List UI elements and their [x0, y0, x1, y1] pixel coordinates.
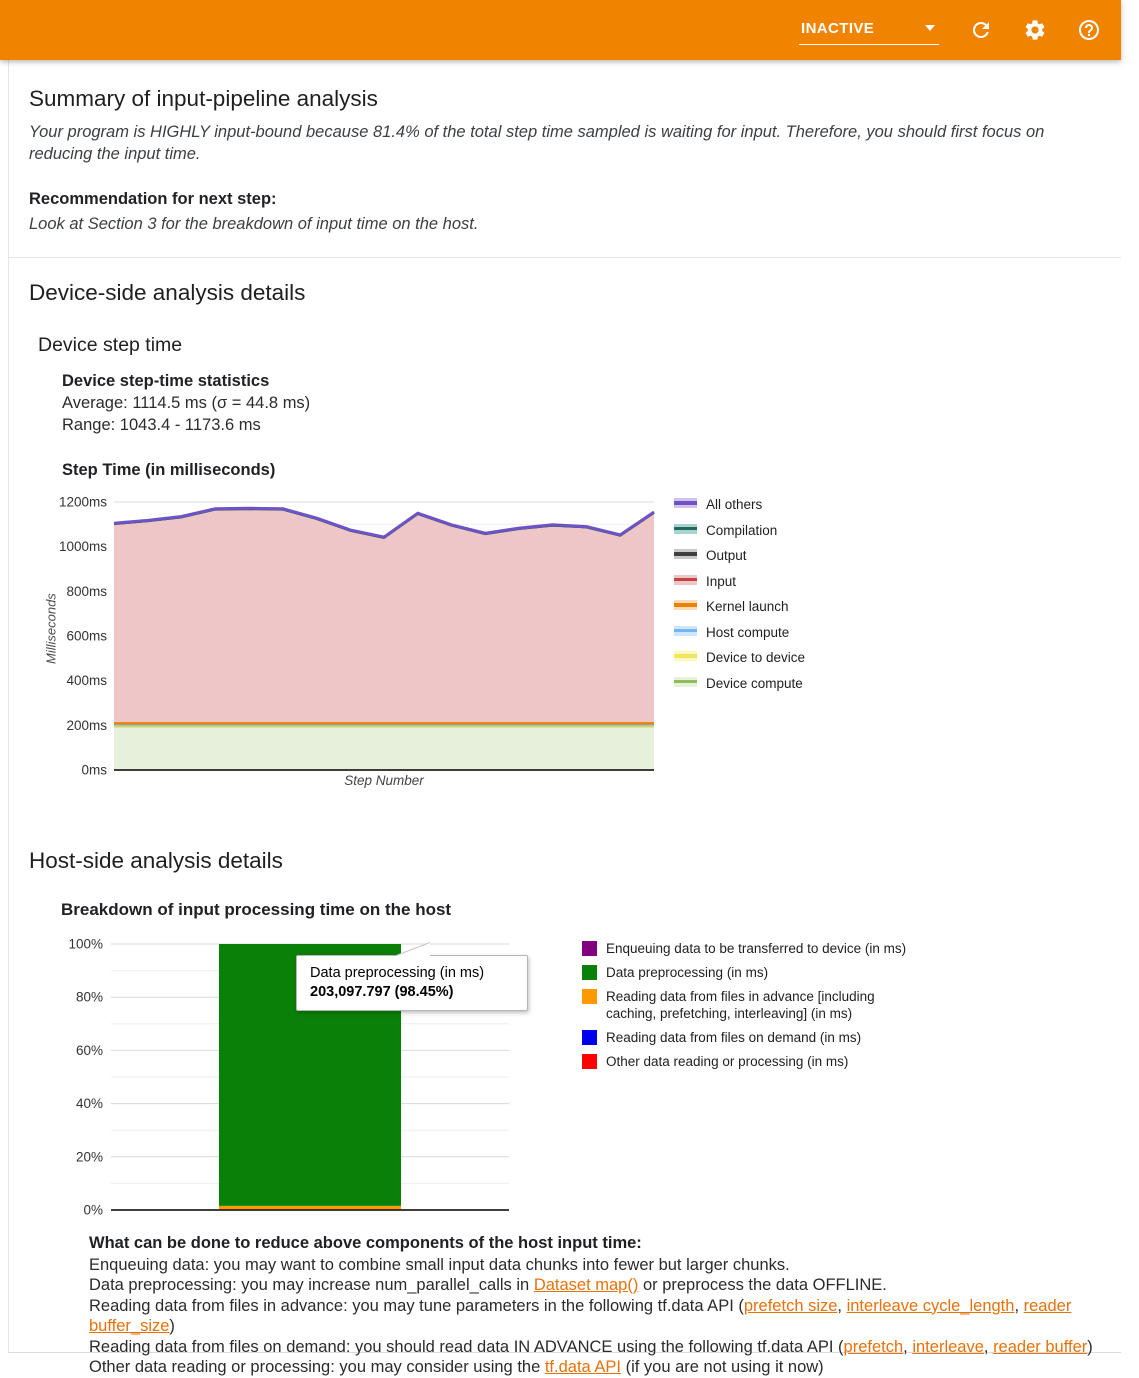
svg-text:400ms: 400ms [66, 673, 107, 689]
legend-item [582, 940, 921, 957]
legend-swatch-icon [674, 651, 697, 661]
host-chart-row [53, 932, 1121, 1217]
legend-item [674, 547, 805, 564]
tip-link[interactable]: Dataset map() [533, 1276, 639, 1294]
host-chart-wrap [53, 932, 568, 1217]
svg-text:800ms: 800ms [66, 583, 107, 599]
stats-range: Range: 1043.4 - 1173.6 ms [62, 416, 261, 434]
step-time-chart-row [40, 488, 1121, 790]
legend-label: Device to device [706, 650, 806, 665]
legend-label: Kernel launch [706, 599, 789, 614]
legend-label: Device compute [706, 675, 803, 691]
legend-item [674, 598, 805, 615]
svg-text:100%: 100% [68, 936, 103, 952]
tip-link[interactable]: interleave [912, 1337, 984, 1356]
chart-tooltip [296, 955, 528, 1011]
legend-swatch-icon [582, 941, 597, 956]
tip-link[interactable]: tf.data API [544, 1358, 621, 1376]
svg-text:Step Number: Step Number [344, 773, 424, 788]
svg-text:1000ms: 1000ms [58, 539, 107, 555]
legend-label: Reading data from files on demand (in ms) [606, 1030, 862, 1045]
legend-swatch-icon [674, 549, 697, 559]
device-step-time-chart[interactable] [58, 488, 662, 790]
legend-swatch-icon [674, 498, 697, 508]
tip-enqueuing: Enqueuing data: you may want to combine small input data chunks into fewer but larger chunks. [89, 1255, 790, 1274]
legend-item [674, 522, 805, 539]
help-icon[interactable] [1077, 18, 1101, 42]
legend-item [674, 649, 805, 666]
tip-preprocessing: Data preprocessing: you may increase num_parallel_calls in Dataset map() or preprocess the data OFFLINE. [89, 1276, 887, 1294]
tooltip-pointer [396, 943, 430, 956]
tooltip-title: Data preprocessing (in ms) [310, 965, 485, 981]
legend-swatch-icon [582, 965, 597, 980]
step-time-chart-legend [674, 496, 805, 692]
svg-text:200ms: 200ms [66, 717, 107, 733]
tip-link[interactable]: prefetch size [743, 1296, 838, 1315]
legend-label: Reading data from files in advance [including caching, prefetching, interleaving] (in ms) [606, 989, 875, 1021]
legend-swatch-icon [674, 524, 697, 534]
legend-label: Other data reading or processing (in ms) [606, 1054, 849, 1069]
legend-label: Host compute [706, 624, 790, 640]
tip-link[interactable]: reader buffer [993, 1337, 1088, 1356]
host-tips [89, 1233, 1139, 1378]
legend-item [582, 1053, 921, 1070]
run-status-dropdown[interactable] [799, 16, 939, 45]
tip-files-advance: Reading data from files in advance: you may tune parameters in the following tf.data API (prefetch size, interleave cycle_length, reader buffer_size) [89, 1296, 1072, 1335]
summary-section [9, 60, 1121, 257]
legend-label: Input [706, 573, 737, 589]
y-axis-label: Milliseconds [43, 593, 59, 665]
svg-text:40%: 40% [75, 1096, 103, 1112]
svg-text:600ms: 600ms [66, 628, 107, 644]
app-bar [0, 0, 1121, 60]
legend-item [582, 1029, 921, 1046]
legend-swatch-icon [582, 1054, 597, 1069]
host-chart-legend [582, 940, 921, 1070]
legend-swatch-icon [674, 600, 697, 610]
legend-label: Enqueuing data to be transferred to device (in ms) [606, 941, 907, 956]
legend-item [674, 496, 805, 513]
stats-title: Device step-time statistics [62, 372, 270, 390]
recommendation-label: Recommendation for next step: [29, 190, 277, 208]
legend-label: All others [706, 497, 763, 512]
step-time-chart-title: Step Time (in milliseconds) [62, 461, 276, 479]
legend-swatch-icon [674, 626, 697, 636]
analysis-card [8, 60, 1121, 1376]
legend-label: Data preprocessing (in ms) [606, 965, 769, 980]
stats-average: Average: 1114.5 ms (σ = 44.8 ms) [62, 394, 311, 412]
summary-title: Summary of input-pipeline analysis [29, 86, 378, 111]
legend-item [674, 675, 805, 692]
host-section-title: Host-side analysis details [29, 848, 283, 873]
legend-swatch-icon [674, 677, 697, 687]
device-section-title: Device-side analysis details [29, 280, 306, 305]
legend-item [674, 573, 805, 590]
svg-text:1200ms: 1200ms [58, 494, 107, 510]
tip-other: Other data reading or processing: you may consider using the tf.data API (if you are not using it now) [89, 1358, 824, 1376]
tip-files-demand: Reading data from files on demand: you should read data IN ADVANCE using the following tf.data API (prefetch, interleave, reader buffer) [89, 1337, 1093, 1356]
recommendation-body: Look at Section 3 for the breakdown of input time on the host. [29, 215, 479, 233]
run-status-label: INACTIVE [801, 19, 875, 37]
device-step-time-title: Device step time [38, 334, 183, 356]
legend-item [582, 964, 921, 981]
tips-title: What can be done to reduce above components of the host input time: [89, 1234, 642, 1252]
tip-link[interactable]: prefetch [843, 1337, 904, 1356]
legend-item [674, 624, 805, 641]
host-section [9, 848, 1121, 1378]
legend-label: Compilation [706, 522, 778, 538]
summary-body: Your program is HIGHLY input-bound because 81.4% of the total step time sampled is waiting for input. Therefore, you should first focus on reducing the input time. [29, 123, 1045, 163]
svg-text:20%: 20% [75, 1149, 103, 1165]
tooltip-value: 203,097.797 (98.45%) [310, 984, 454, 1000]
svg-text:80%: 80% [75, 989, 103, 1005]
legend-swatch-icon [674, 575, 697, 585]
legend-label: Output [706, 548, 747, 563]
svg-text:60%: 60% [75, 1042, 103, 1058]
tip-link[interactable]: interleave cycle_length [846, 1296, 1015, 1315]
svg-text:0ms: 0ms [81, 762, 107, 778]
device-section [9, 258, 1121, 790]
legend-item [582, 988, 921, 1022]
tip-link[interactable]: reader buffer_size [89, 1296, 1072, 1335]
host-chart-title: Breakdown of input processing time on the host [61, 900, 452, 919]
refresh-icon[interactable] [969, 18, 993, 42]
gear-icon[interactable] [1023, 18, 1047, 42]
svg-text:0%: 0% [83, 1202, 103, 1218]
legend-swatch-icon [582, 989, 597, 1004]
device-step-time-stats [62, 370, 1121, 436]
chevron-down-icon [925, 25, 935, 31]
legend-swatch-icon [582, 1030, 597, 1045]
